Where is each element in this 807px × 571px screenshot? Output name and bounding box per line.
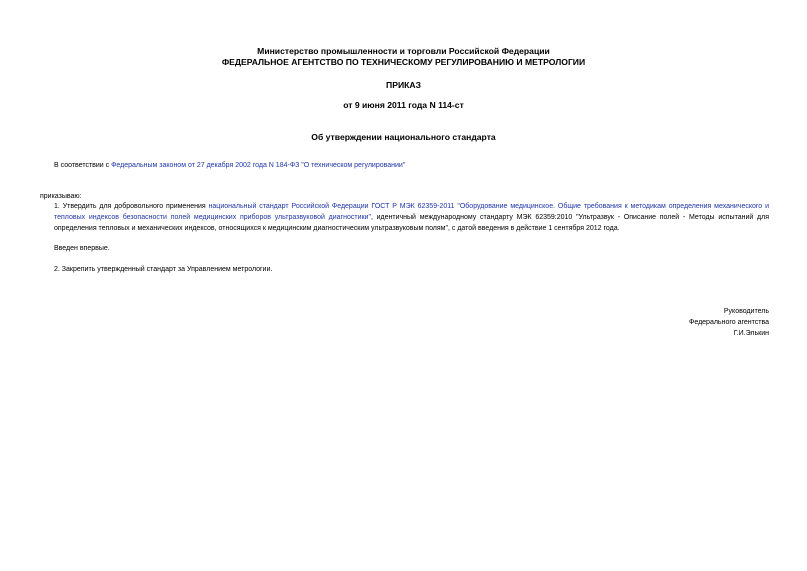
item1-prefix: 1. Утвердить для добровольного применения bbox=[54, 203, 209, 210]
gost-standard-link[interactable]: национальный стандарт Российской Федерации ГОСТ Р МЭК 62359-2011 "Оборудование медицинское. Общие требования к методикам определения механического и тепловых индексов безопасности полей медицинских приборов ультразвуковой диагностики" bbox=[54, 203, 769, 221]
document-type: ПРИКАЗ bbox=[386, 80, 421, 90]
signature-position-line1: Руководитель bbox=[723, 308, 769, 315]
federal-law-link[interactable]: Федеральным законом от 27 декабря 2002 года N 184-ФЗ "О техническом регулировании" bbox=[111, 162, 406, 169]
item1-suffix: , идентичный международному стандарту МЭК 62359:2010 "Ультразвук - Описание полей - Методы испытаний для определения тепловых и механических индексов, относящихся к медицинским диагностическим ультразвуковым полям", с датой введения в действие 1 сентября 2012 года. bbox=[54, 213, 769, 232]
order-item-1 bbox=[40, 202, 769, 234]
order-item-2: 2. Закрепить утвержденный стандарт за Управлением метрологии. bbox=[54, 266, 273, 273]
signature-position-line2: Федерального агентства bbox=[689, 319, 769, 326]
document-subject: Об утверждении национального стандарта bbox=[311, 132, 496, 142]
preamble-prefix: В соответствии с bbox=[54, 162, 112, 169]
document-date-number: от 9 июня 2011 года N 114-ст bbox=[343, 100, 464, 110]
preamble bbox=[54, 161, 405, 172]
agency-title: ФЕДЕРАЛЬНОЕ АГЕНТСТВО ПО ТЕХНИЧЕСКОМУ РЕГУЛИРОВАНИЮ И МЕТРОЛОГИИ bbox=[221, 57, 586, 67]
introduced-first-note: Введен впервые. bbox=[54, 245, 110, 252]
ministry-title: Министерство промышленности и торговли Российской Федерации bbox=[257, 46, 550, 56]
signature-name: Г.И.Элькин bbox=[733, 330, 769, 337]
order-word: приказываю: bbox=[40, 193, 82, 200]
